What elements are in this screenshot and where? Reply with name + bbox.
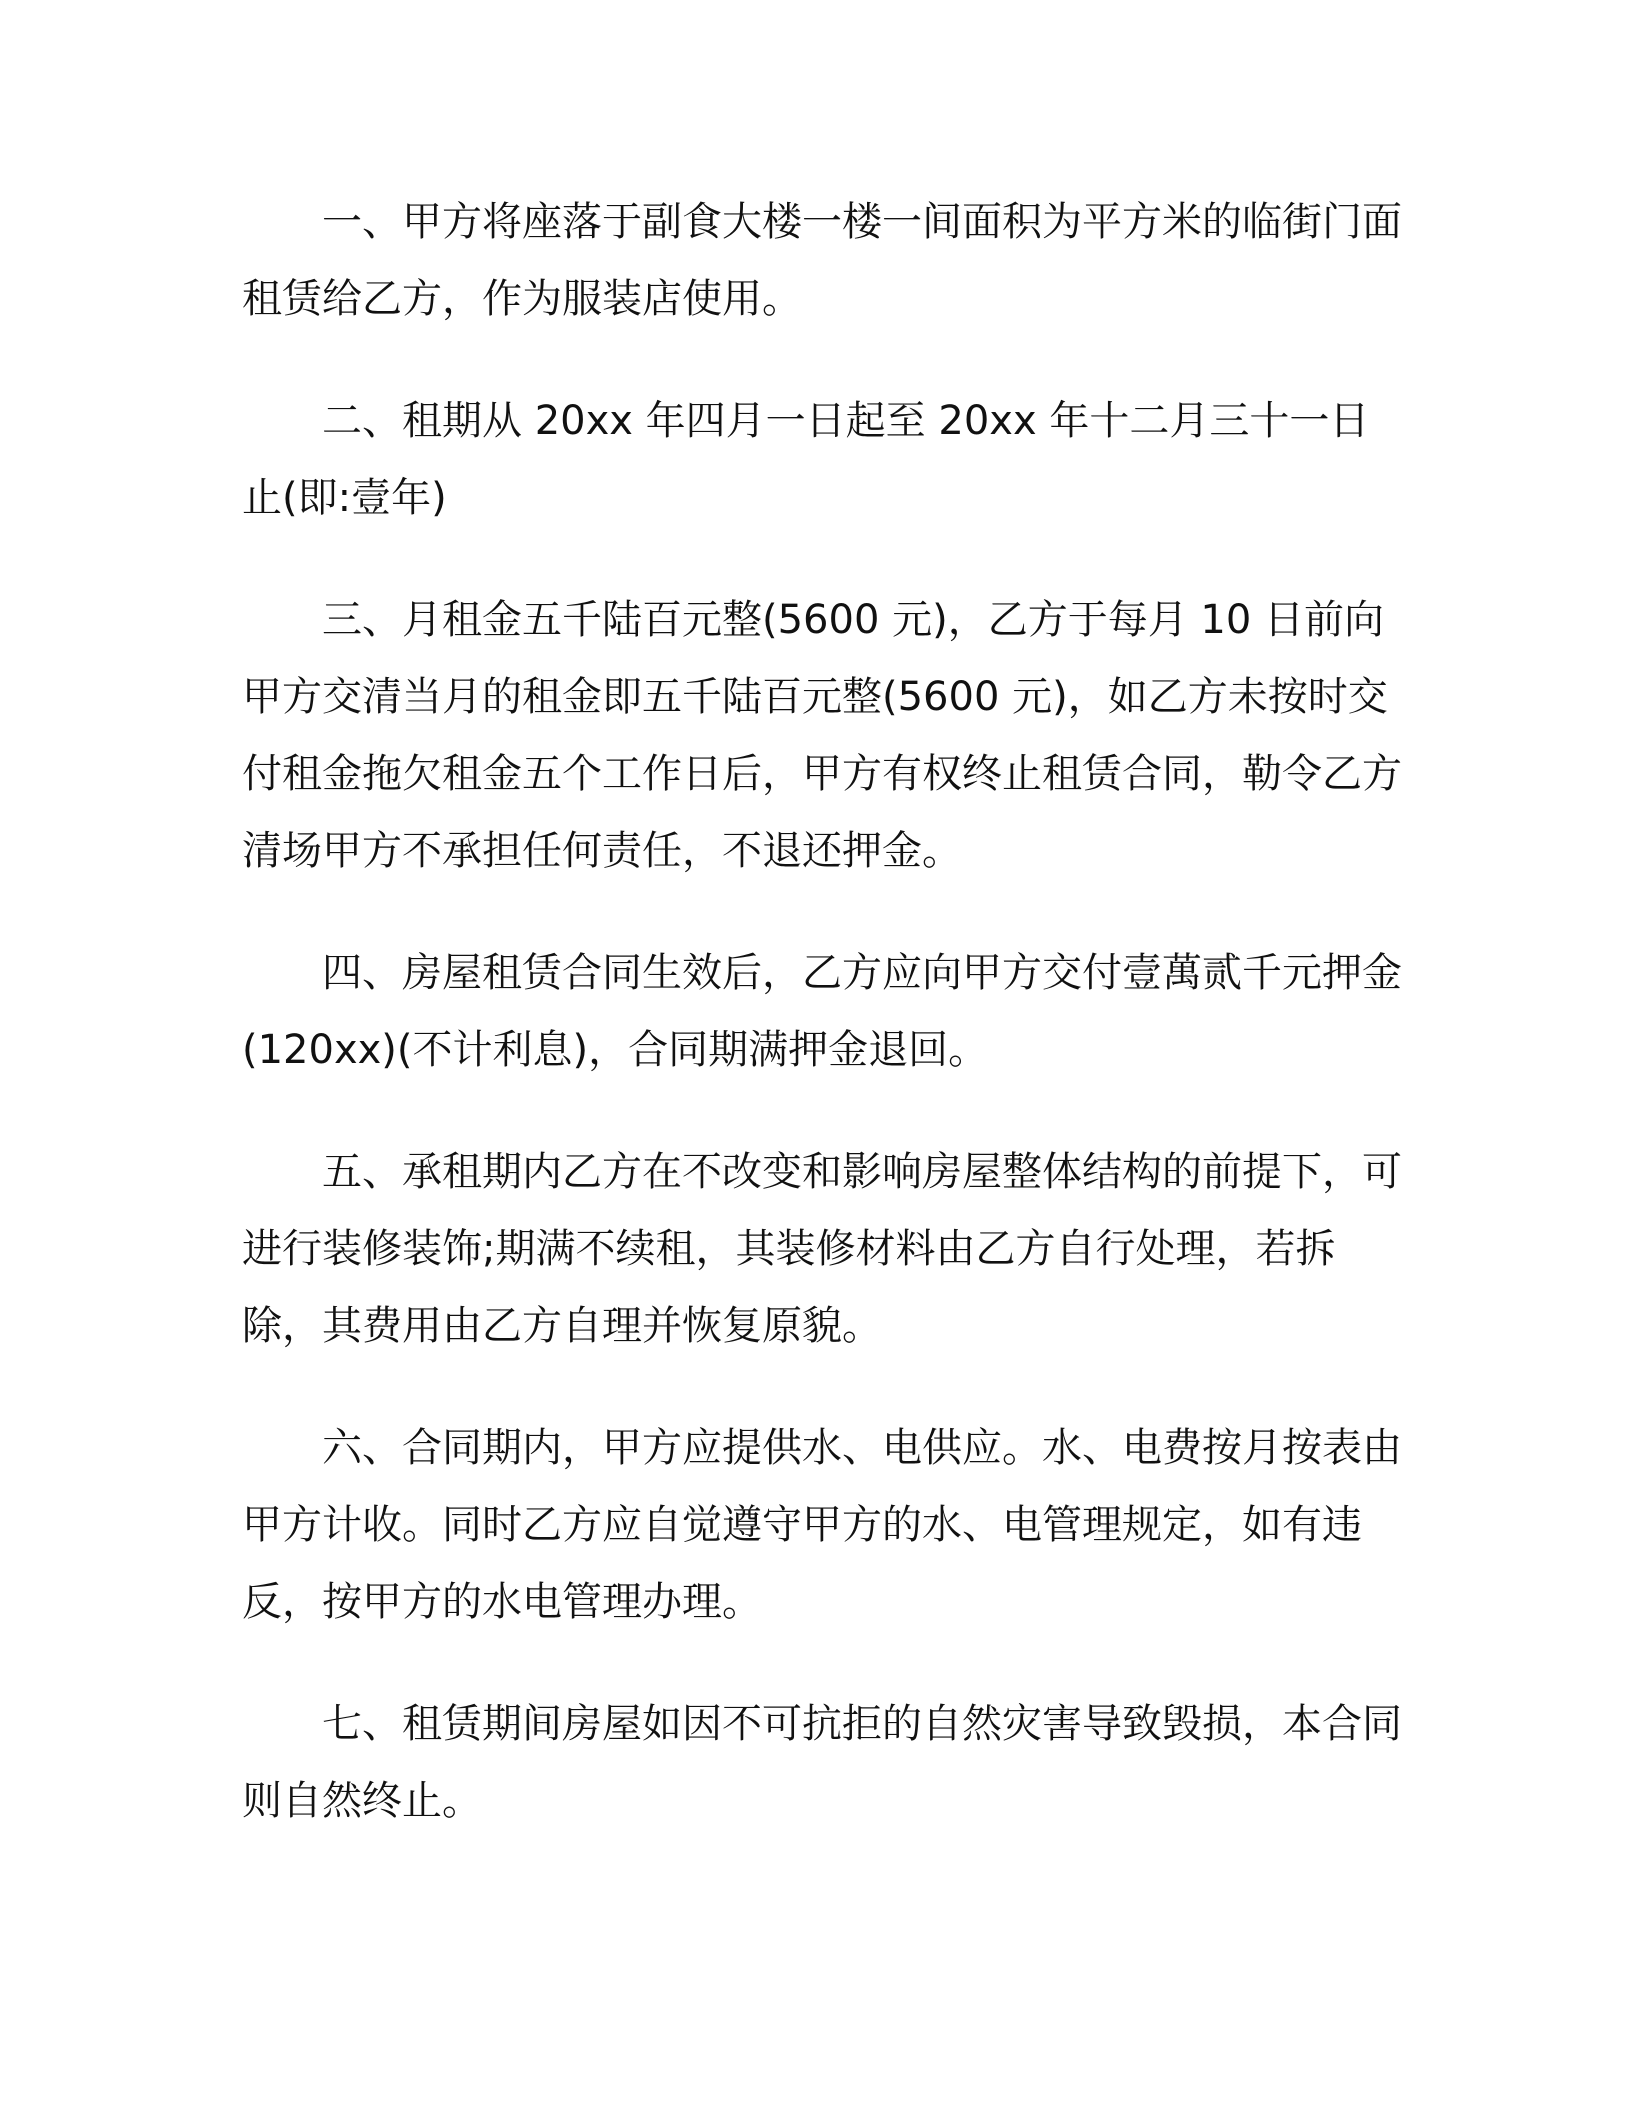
clause-3: 三、月租金五千陆百元整(5600 元)，乙方于每月 10 日前向甲方交清当月的租金即五千陆百元整(5600 元)，如乙方未按时交付租金拖欠租金五个工作日后，甲方有权终止租赁合同，勒令乙方清场甲方不承担任何责任，不退还押金。 [242, 597, 1402, 874]
clause-1: 一、甲方将座落于副食大楼一楼一间面积为平方米的临街门面租赁给乙方，作为服装店使用。 [242, 199, 1402, 322]
clause-6: 六、合同期内，甲方应提供水、电供应。水、电费按月按表由甲方计收。同时乙方应自觉遵守甲方的水、电管理规定，如有违反，按甲方的水电管理办理。 [242, 1425, 1402, 1625]
clause-5: 五、承租期内乙方在不改变和影响房屋整体结构的前提下，可进行装修装饰;期满不续租，其装修材料由乙方自行处理，若拆除，其费用由乙方自理并恢复原貌。 [242, 1149, 1402, 1349]
clause-4: 四、房屋租赁合同生效后，乙方应向甲方交付壹萬贰千元押金(120xx)(不计利息)，合同期满押金退回。 [242, 950, 1402, 1073]
document-body [242, 184, 1402, 1885]
clause-2: 二、租期从 20xx 年四月一日起至 20xx 年十二月三十一日止(即:壹年) [242, 398, 1370, 521]
clause-7: 七、租赁期间房屋如因不可抗拒的自然灾害导致毁损，本合同则自然终止。 [242, 1701, 1402, 1824]
